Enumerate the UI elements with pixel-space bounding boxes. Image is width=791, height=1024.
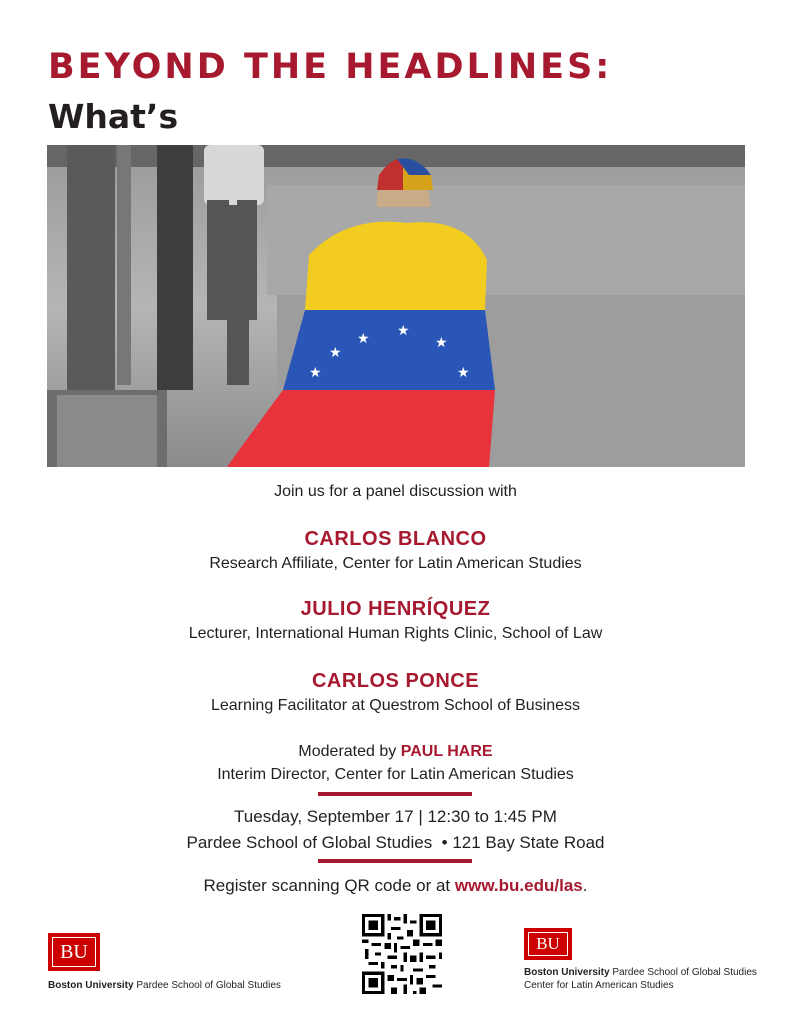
moderator-name: PAUL HARE [400, 743, 493, 760]
register-end: . [582, 876, 588, 895]
qr-code[interactable] [362, 914, 442, 994]
bu-logo-left [48, 933, 100, 971]
panelist-2 [0, 598, 791, 643]
footer-right-text [524, 966, 757, 992]
footer-right-bold: Boston University [524, 967, 610, 978]
svg-text:★: ★ [397, 323, 410, 339]
moderator-prefix: Moderated by [298, 743, 397, 760]
panelist-name: CARLOS BLANCO [304, 528, 487, 550]
footer-left-rest: Pardee School of Global Studies [136, 980, 281, 991]
event-datetime: Tuesday, September 17 | 12:30 to 1:45 PM [234, 807, 557, 826]
svg-text:★: ★ [329, 345, 342, 361]
divider-top [318, 792, 472, 796]
panelist-name: JULIO HENRÍQUEZ [300, 598, 491, 620]
panelist-role: Research Affiliate, Center for Latin American Studies [209, 555, 582, 572]
svg-text:★: ★ [435, 335, 448, 351]
divider-bottom [318, 859, 472, 863]
footer-right-rest: Pardee School of Global Studies [612, 967, 757, 978]
event-details [0, 804, 791, 856]
panelist-3 [0, 670, 791, 715]
bu-logo-right [524, 928, 572, 960]
event-location: Pardee School of Global Studies • 121 Bay State Road [186, 833, 605, 852]
panelist-name: CARLOS PONCE [311, 670, 480, 692]
svg-text:★: ★ [457, 365, 470, 381]
title-highlight: BEYOND THE HEADLINES: [48, 47, 613, 87]
svg-text:★: ★ [357, 331, 370, 347]
register-line [0, 876, 791, 896]
footer-right-line2: Center for Latin American Studies [524, 980, 674, 991]
intro-text: Join us for a panel discussion with [274, 483, 517, 500]
moderator [0, 740, 791, 786]
bu-logo-text: BU [52, 937, 96, 967]
venezuela-flag-photo [47, 145, 745, 467]
footer-left-bold: Boston University [48, 980, 134, 991]
panelist-role: Lecturer, International Human Rights Clinic, School of Law [188, 625, 603, 642]
title-line1-rest: What’s [48, 97, 179, 136]
register-text: Register scanning QR code or at [203, 876, 451, 895]
register-link[interactable]: www.bu.edu/las [454, 876, 583, 895]
svg-text:★: ★ [309, 365, 322, 381]
moderator-role: Interim Director, Center for Latin American Studies [217, 766, 574, 783]
panelist-role: Learning Facilitator at Questrom School of Business [210, 697, 581, 714]
footer-left-text [48, 979, 281, 992]
bu-logo-text: BU [528, 932, 568, 956]
panelist-1 [0, 528, 791, 573]
